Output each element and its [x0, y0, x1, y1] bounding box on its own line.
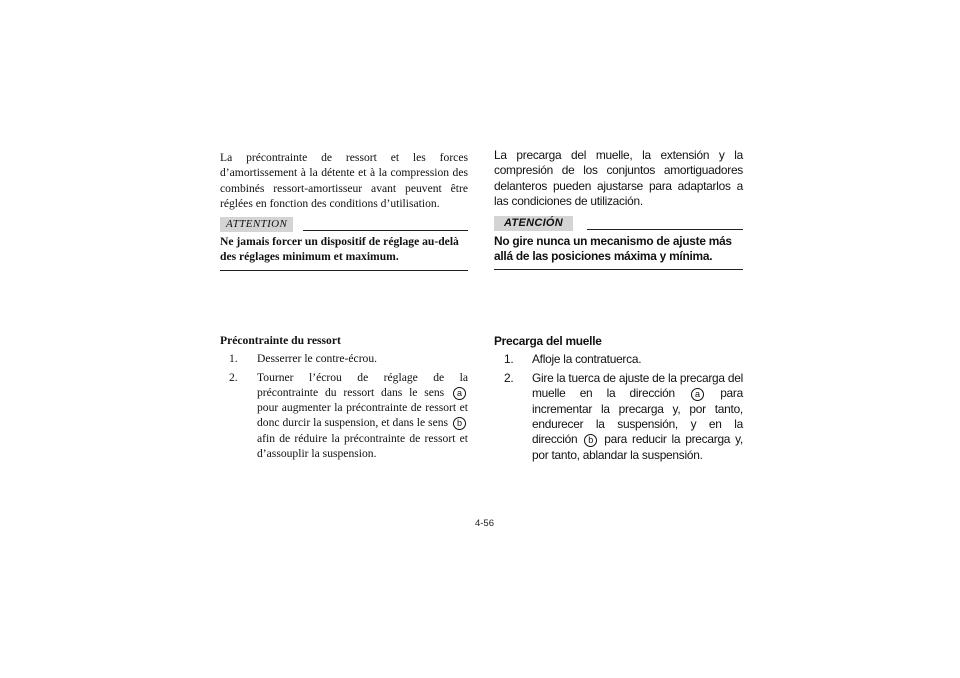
spanish-caution-box: [494, 214, 743, 271]
spanish-step-2-text: [532, 371, 743, 463]
spanish-step-1-number: 1.: [504, 352, 514, 367]
spanish-step-1: [494, 352, 743, 367]
french-step-2-text-part-2: pour augmenter la précontrainte de ressort et donc durcir la suspension, et dans le sens: [257, 401, 468, 430]
french-steps-list: [220, 351, 468, 461]
french-step-2-text-part-1: Tourner l’écrou de réglage de la précontrainte du ressort dans le sens: [257, 370, 468, 399]
french-caution-label: ATTENTION: [220, 217, 293, 232]
spanish-step-2: [494, 371, 743, 463]
spanish-caution-label: ATENCIÓN: [494, 216, 573, 231]
page-number: 4-56: [474, 518, 494, 529]
direction-b-symbol-icon: b: [453, 417, 466, 430]
spanish-step-2-text-part-2: para incrementar la precarga y, por tanto, endurecer la suspensión, y en la dirección: [532, 386, 743, 447]
french-caution-box: [220, 215, 468, 271]
french-section-title: Précontrainte du ressort: [220, 334, 341, 347]
direction-a-symbol-icon: a: [453, 387, 466, 400]
french-step-1: [220, 351, 468, 366]
french-caution-text: Ne jamais forcer un dispositif de réglage au-delà des réglages minimum et maximum.: [220, 232, 468, 271]
french-caution-header: [220, 215, 468, 232]
spanish-step-2-text-part-3: para reducir la precarga y, por tanto, ablandar la suspensión.: [532, 432, 743, 462]
spanish-section-title: Precarga del muelle: [494, 334, 602, 348]
spanish-column: [494, 150, 743, 270]
french-step-1-number: 1.: [229, 352, 238, 366]
spanish-step-1-text: Afloje la contratuerca.: [532, 352, 642, 367]
direction-b-symbol-icon: b: [584, 434, 597, 447]
spanish-intro-paragraph: La precarga del muelle, la extensión y la compresión de los conjuntos amortiguadores delanteros pueden ajustarse para adaptarlos a las condiciones de utilización.: [494, 148, 743, 209]
french-intro-paragraph: La précontrainte de ressort et les forces d’amortissement à la détente et à la compression des combinés ressort-amortisseur avant peuvent être réglées en fonction des conditions d’utilisation.: [220, 151, 468, 210]
spanish-step-2-number: 2.: [504, 370, 514, 385]
spanish-caution-rule: [587, 229, 743, 230]
french-step-2: [220, 370, 468, 462]
spanish-steps-list: [494, 352, 743, 463]
spanish-step-2-text-part-1: Gire la tuerca de ajuste de la precarga del muelle en la dirección: [532, 370, 743, 401]
french-procedure-section: [220, 333, 468, 464]
direction-a-symbol-icon: a: [691, 388, 704, 401]
french-step-2-number: 2.: [229, 370, 238, 384]
spanish-caution-text: No gire nunca un mecanismo de ajuste más allá de las posiciones máxima y mínima.: [494, 231, 743, 271]
spanish-procedure-section: [494, 334, 743, 466]
french-step-1-text: Desserrer le contre-écrou.: [257, 352, 378, 366]
french-step-2-text-part-3: afin de réduire la précontrainte de ressort et d’assouplir la suspension.: [257, 431, 468, 461]
french-step-2-text: [257, 370, 468, 462]
french-caution-rule: [303, 230, 468, 231]
french-column: [220, 150, 468, 271]
spanish-caution-header: [494, 214, 743, 231]
